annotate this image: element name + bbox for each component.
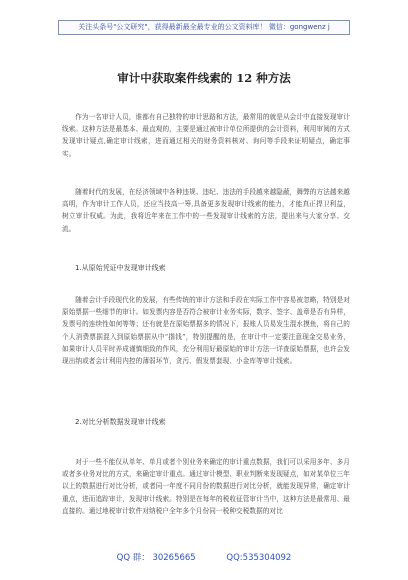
- footer-qq: QQ:535304092: [226, 553, 292, 563]
- document-title: 审计中获取案件线索的 12 种方法: [117, 71, 291, 85]
- paragraph-intro: 作为一名审计人员，谁都有自己独特的审计思路和方法，最常用的就是从会计中直接发现审计线索。这种方法是最基本、最直观的，主要是通过被审计单位所提供的会计资料，利用审阅的方式发现审计疑点,确定审计线索，进而通过相关的财务资料核对、询问等手段来证明疑点，确定事实。: [62, 113, 350, 158]
- section-heading-1: 1.从原始凭证中发现审计线索: [75, 264, 166, 272]
- footer-contact: [0, 551, 408, 563]
- footer-qq-group: QQ 群： 30265665: [116, 553, 196, 563]
- paragraph-section-1: 随着会计手段现代化的发展，有些传统的审计方法和手段在实际工作中容易被忽略，特别是对原始票据一些细节的审计。如发票内容是否符合被审计业务实际，数字、签字、盖章是否有异样，发票号的连续性如何等等；还有就是在原始票据多的情况下，报账人员易发生混水摸鱼，将自己的个人消费票据混入到原始票据从中“揩钱”，特别提醒的是，在审计中一定要注意现金交易业务，如果审计人员平时养成谨慎细致的作风，充分利用好最原始的审计方法一详查原始票据，也许会发现出纳或者会计利用内控的薄弱环节，贪污、假发票套现、小金库等审计线索。: [62, 296, 350, 366]
- banner-notice: 关注头条号"公文研究"，获得最新最全最专业的公文资料库！ 微信：gongwenz j: [58, 20, 350, 35]
- paragraph-background: 随着时代的发展，在经济领域中各种违规、违纪、违法的手段越来越隐蔽，舞弊的方法越来越高明，作为审计工作人员，还应当技高一筹,具备更多发现审计线索的能力，才能真正捍卫利益，树立审计权威。为此，我将近年来在工作中的一些发现审计线索的方法，提出来与大家分享、交流。: [62, 188, 350, 233]
- paragraph-section-2: 对于一些不能仅从单年、单月或者个别业务来确定的审计重点数据，我们可以采用多年、多月或者多业务对比的方式，来确定审计重点。通过审计模型、职业判断来发现疑点，如对某单位三年以上的数据进行对比分析，或者同一年度不同月份的数据进行对比分析，就能发现异常，确定审计重点，进而追踪审计，发现审计线索。特别是在每年的税收征管审计当中，这种方法是最常用、最直接的。通过地税审计软件对纳税户全年多个月份同一税种交税数据的对比: [62, 458, 350, 515]
- section-heading-2: 2.对比分析数据发现审计线索: [75, 418, 166, 426]
